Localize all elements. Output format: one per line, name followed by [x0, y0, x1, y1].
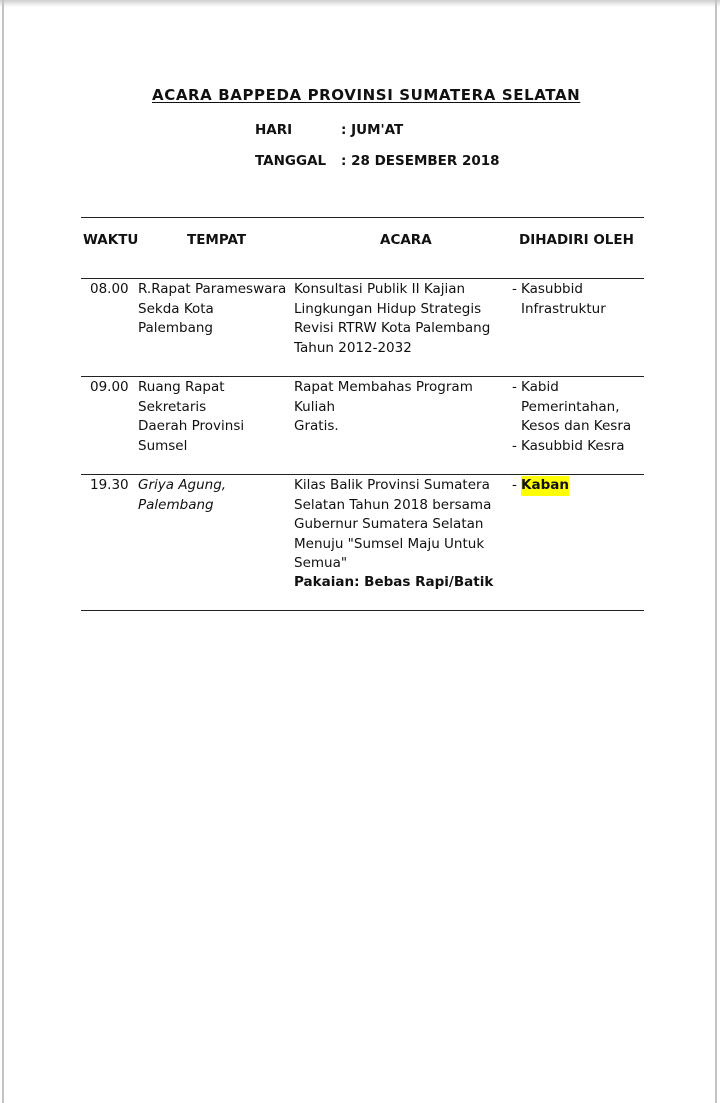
- attendee-item: [512, 378, 631, 437]
- attendee-text: Kasubbid Infrastruktur: [521, 281, 606, 317]
- row-divider: [81, 474, 644, 475]
- cell-dihadiri: [512, 378, 631, 456]
- attendee-item: [512, 437, 631, 457]
- cell-dihadiri: [512, 280, 606, 319]
- table-top-rule: [81, 217, 644, 218]
- cell-tempat: Ruang Rapat Sekretaris Daerah Provinsi Sumsel: [138, 379, 245, 454]
- tanggal-label: TANGGAL: [255, 153, 327, 169]
- cell-waktu: 09.00: [90, 379, 129, 395]
- dress-code-note: Pakaian: Bebas Rapi/Batik: [294, 574, 494, 590]
- cell-waktu: 19.30: [90, 477, 129, 493]
- header-acara: ACARA: [380, 232, 432, 248]
- cell-waktu: 08.00: [90, 281, 129, 297]
- header-bottom-rule: [81, 278, 644, 279]
- hari-value: : JUM'AT: [341, 122, 404, 138]
- bullet-dash: -: [512, 477, 517, 493]
- meta-hari: [255, 122, 403, 138]
- row-divider: [81, 376, 644, 377]
- document-title: ACARA BAPPEDA PROVINSI SUMATERA SELATAN: [152, 86, 581, 104]
- cell-dihadiri: [512, 476, 569, 496]
- attendee-text-highlighted: Kaban: [521, 476, 569, 496]
- cell-acara: Rapat Membahas Program Kuliah Gratis.: [294, 379, 473, 434]
- top-shadow: [0, 0, 720, 7]
- bullet-dash: -: [512, 379, 517, 395]
- attendee-text: Kabid Pemerintahan, Kesos dan Kesra: [521, 379, 632, 434]
- header-waktu: WAKTU: [83, 232, 139, 248]
- hari-label: HARI: [255, 122, 293, 138]
- cell-tempat: R.Rapat Parameswara Sekda Kota Palembang: [138, 281, 287, 336]
- cell-tempat: Griya Agung, Palembang: [138, 477, 227, 513]
- bullet-dash: -: [512, 281, 517, 297]
- attendee-item: [512, 280, 606, 319]
- cell-acara: Konsultasi Publik II Kajian Lingkungan Hidup Strategis Revisi RTRW Kota Palembang Tahun 2012-2032: [294, 281, 491, 356]
- tanggal-value: : 28 DESEMBER 2018: [341, 153, 500, 169]
- header-dihadiri-oleh: DIHADIRI OLEH: [519, 232, 634, 248]
- page-left-edge: [2, 0, 4, 1103]
- cell-acara: Kilas Balik Provinsi Sumatera Selatan Tahun 2018 bersama Gubernur Sumatera Selatan Menuju "Sumsel Maju Untuk Semua": [294, 477, 492, 571]
- attendee-text: Kasubbid Kesra: [521, 437, 625, 454]
- attendee-item: [512, 476, 569, 496]
- meta-tanggal: [255, 153, 500, 169]
- bullet-dash: -: [512, 437, 517, 454]
- page-right-edge: [715, 0, 717, 1103]
- header-tempat: TEMPAT: [187, 232, 247, 248]
- table-bottom-rule: [81, 610, 644, 611]
